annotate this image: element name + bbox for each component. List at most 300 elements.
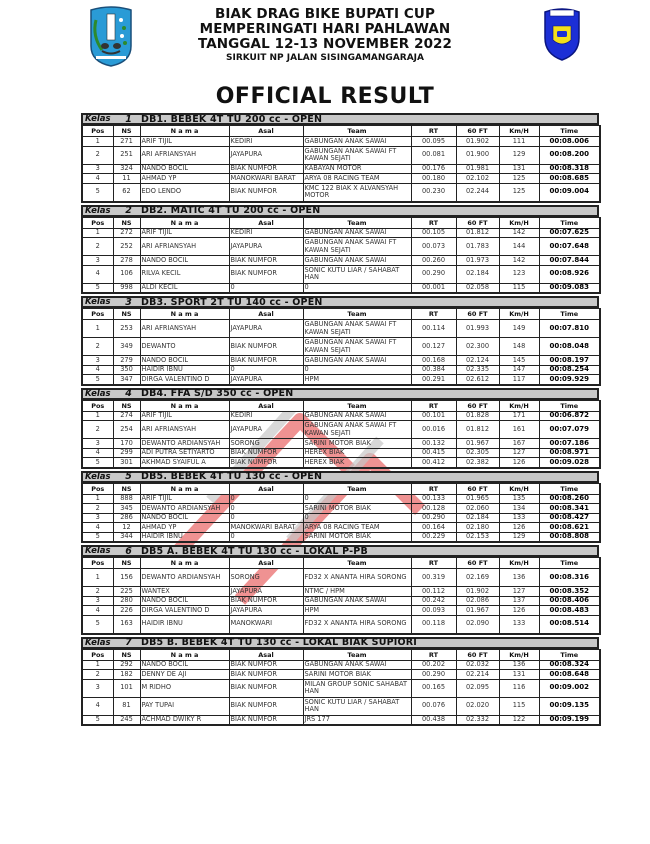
cell-nama: ARI AFRIANSYAH bbox=[140, 320, 229, 338]
cell-rt: 00.081 bbox=[411, 146, 456, 164]
column-header-ns: NS bbox=[113, 126, 140, 137]
cell-pos: 4 bbox=[82, 174, 113, 184]
cell-rt: 00.290 bbox=[411, 513, 456, 523]
class-section-4 bbox=[81, 388, 599, 469]
column-header-ns: NS bbox=[113, 483, 140, 494]
cell-ft: 02.102 bbox=[456, 174, 499, 184]
class-header bbox=[81, 388, 599, 400]
column-header-ft: 60 FT bbox=[456, 217, 499, 228]
cell-ft: 02.095 bbox=[456, 679, 499, 697]
cell-ns: 274 bbox=[113, 411, 140, 421]
table-row bbox=[82, 513, 600, 523]
class-header bbox=[81, 637, 599, 649]
cell-ns: 299 bbox=[113, 448, 140, 458]
cell-nama: HAIDIR IBNU bbox=[140, 532, 229, 542]
cell-rt: 00.101 bbox=[411, 411, 456, 421]
results-table bbox=[81, 649, 601, 727]
results-table bbox=[81, 400, 601, 469]
column-header-ft: 60 FT bbox=[456, 126, 499, 137]
cell-ns: 81 bbox=[113, 697, 140, 715]
cell-time: 00:09.028 bbox=[539, 458, 600, 468]
cell-time: 00:07.810 bbox=[539, 320, 600, 338]
cell-pos: 4 bbox=[82, 448, 113, 458]
cell-team: SONIC KUTU LIAR / SAHABAT HAN bbox=[303, 265, 411, 283]
column-header-pos: Pos bbox=[82, 649, 113, 660]
cell-team: 0 bbox=[303, 365, 411, 375]
table-header-row bbox=[82, 400, 600, 411]
cell-time: 00:07.079 bbox=[539, 421, 600, 439]
cell-team: SONIC KUTU LIAR / SAHABAT HAN bbox=[303, 697, 411, 715]
cell-team: GABUNGAN ANAK SAWAI bbox=[303, 356, 411, 366]
cell-time: 00:08.254 bbox=[539, 365, 600, 375]
table-header-row bbox=[82, 126, 600, 137]
table-header-row bbox=[82, 558, 600, 569]
table-row bbox=[82, 697, 600, 715]
cell-team: SARINI MOTOR BIAK bbox=[303, 504, 411, 514]
cell-team: SARINI MOTOR BIAK bbox=[303, 532, 411, 542]
cell-ft: 01.902 bbox=[456, 587, 499, 597]
cell-kmh: 144 bbox=[499, 238, 539, 256]
cell-kmh: 137 bbox=[499, 596, 539, 606]
cell-asal: BIAK NUMFOR bbox=[229, 660, 303, 670]
column-header-asal: Asal bbox=[229, 126, 303, 137]
cell-pos: 4 bbox=[82, 523, 113, 533]
cell-pos: 3 bbox=[82, 439, 113, 449]
table-header-row bbox=[82, 649, 600, 660]
cell-nama: NANDO BOCIL bbox=[140, 513, 229, 523]
kelas-title: DB5 A. BEBEK 4T TU 130 cc - LOKAL P-PB bbox=[141, 545, 368, 557]
cell-kmh: 171 bbox=[499, 411, 539, 421]
column-header-rt: RT bbox=[411, 309, 456, 320]
cell-ns: 272 bbox=[113, 228, 140, 238]
cell-ns: 251 bbox=[113, 146, 140, 164]
cell-ft: 01.828 bbox=[456, 411, 499, 421]
cell-time: 00:08.316 bbox=[539, 569, 600, 587]
cell-kmh: 145 bbox=[499, 356, 539, 366]
cell-nama: ARIF TIJIL bbox=[140, 494, 229, 504]
kelas-title: DB4. FFA S/D 350 cc - OPEN bbox=[141, 388, 294, 399]
cell-ft: 01.981 bbox=[456, 164, 499, 174]
cell-team: 0 bbox=[303, 283, 411, 293]
cell-ns: 349 bbox=[113, 338, 140, 356]
kelas-number: 2 bbox=[125, 205, 132, 216]
cell-ft: 02.184 bbox=[456, 513, 499, 523]
cell-kmh: 142 bbox=[499, 228, 539, 238]
cell-team: ARYA 08 RACING TEAM bbox=[303, 523, 411, 533]
cell-pos: 1 bbox=[82, 320, 113, 338]
cell-nama: NANDO BOCIL bbox=[140, 164, 229, 174]
table-row bbox=[82, 356, 600, 366]
column-header-asal: Asal bbox=[229, 483, 303, 494]
column-header-rt: RT bbox=[411, 649, 456, 660]
cell-time: 00:06.872 bbox=[539, 411, 600, 421]
column-header-kmh: Km/H bbox=[499, 400, 539, 411]
cell-ns: 156 bbox=[113, 569, 140, 587]
cell-rt: 00.114 bbox=[411, 320, 456, 338]
column-header-pos: Pos bbox=[82, 126, 113, 137]
cell-ns: 252 bbox=[113, 238, 140, 256]
cell-kmh: 126 bbox=[499, 606, 539, 616]
cell-team: SARINI MOTOR BIAK bbox=[303, 670, 411, 680]
column-header-nama: N a m a bbox=[140, 309, 229, 320]
kelas-number: 5 bbox=[125, 471, 132, 482]
cell-time: 00:08.808 bbox=[539, 532, 600, 542]
column-header-nama: N a m a bbox=[140, 558, 229, 569]
cell-nama: DIRGA VALENTINO D bbox=[140, 606, 229, 616]
cell-time: 00:07.648 bbox=[539, 238, 600, 256]
cell-kmh: 127 bbox=[499, 587, 539, 597]
cell-time: 00:08.621 bbox=[539, 523, 600, 533]
table-row bbox=[82, 569, 600, 587]
cell-ns: 245 bbox=[113, 715, 140, 725]
cell-time: 00:08.200 bbox=[539, 146, 600, 164]
cell-pos: 5 bbox=[82, 183, 113, 202]
table-row bbox=[82, 715, 600, 725]
table-row bbox=[82, 532, 600, 542]
column-header-kmh: Km/H bbox=[499, 483, 539, 494]
cell-rt: 00.001 bbox=[411, 283, 456, 293]
cell-nama: DEWANTO ARDIANSYAH bbox=[140, 504, 229, 514]
cell-time: 00:09.929 bbox=[539, 375, 600, 385]
cell-nama: AHMAD YP bbox=[140, 523, 229, 533]
column-header-time: Time bbox=[539, 649, 600, 660]
cell-rt: 00.291 bbox=[411, 375, 456, 385]
cell-time: 00:08.006 bbox=[539, 137, 600, 147]
cell-team: HPM bbox=[303, 375, 411, 385]
cell-rt: 00.290 bbox=[411, 265, 456, 283]
cell-team: FD32 X ANANTA HIRA SORONG bbox=[303, 569, 411, 587]
cell-rt: 00.132 bbox=[411, 439, 456, 449]
results-table bbox=[81, 308, 601, 386]
cell-ns: 254 bbox=[113, 421, 140, 439]
cell-ns: 292 bbox=[113, 660, 140, 670]
cell-kmh: 122 bbox=[499, 715, 539, 725]
cell-rt: 00.165 bbox=[411, 679, 456, 697]
cell-time: 00:08.324 bbox=[539, 660, 600, 670]
table-row bbox=[82, 660, 600, 670]
cell-asal: BIAK NUMFOR bbox=[229, 164, 303, 174]
column-header-ft: 60 FT bbox=[456, 400, 499, 411]
column-header-kmh: Km/H bbox=[499, 126, 539, 137]
cell-nama: ARIF TIJIL bbox=[140, 137, 229, 147]
column-header-rt: RT bbox=[411, 400, 456, 411]
cell-pos: 2 bbox=[82, 238, 113, 256]
cell-team: GABUNGAN ANAK SAWAI FT KAWAN SEJATI bbox=[303, 320, 411, 338]
kelas-label: Kelas bbox=[85, 114, 111, 124]
table-row bbox=[82, 183, 600, 202]
cell-ns: 324 bbox=[113, 164, 140, 174]
kelas-label: Kelas bbox=[85, 546, 111, 556]
column-header-team: Team bbox=[303, 309, 411, 320]
cell-rt: 00.133 bbox=[411, 494, 456, 504]
kelas-label: Kelas bbox=[85, 637, 111, 648]
cell-nama: DEWANTO ARDIANSYAH bbox=[140, 569, 229, 587]
column-header-time: Time bbox=[539, 217, 600, 228]
results-table bbox=[81, 125, 601, 203]
cell-ns: 888 bbox=[113, 494, 140, 504]
cell-asal: 0 bbox=[229, 365, 303, 375]
cell-pos: 2 bbox=[82, 504, 113, 514]
cell-ft: 02.020 bbox=[456, 697, 499, 715]
cell-ns: 163 bbox=[113, 615, 140, 634]
cell-kmh: 115 bbox=[499, 697, 539, 715]
cell-ns: 170 bbox=[113, 439, 140, 449]
cell-time: 00:08.406 bbox=[539, 596, 600, 606]
kelas-number: 4 bbox=[125, 388, 132, 399]
table-header-row bbox=[82, 217, 600, 228]
cell-pos: 4 bbox=[82, 606, 113, 616]
cell-ft: 01.967 bbox=[456, 606, 499, 616]
cell-team: GABUNGAN ANAK SAWAI bbox=[303, 411, 411, 421]
cell-ft: 01.783 bbox=[456, 238, 499, 256]
kelas-label: Kelas bbox=[85, 297, 111, 307]
kelas-number: 6 bbox=[125, 545, 132, 557]
column-header-nama: N a m a bbox=[140, 126, 229, 137]
cell-nama: NANDO BOCIL bbox=[140, 596, 229, 606]
cell-time: 00:08.483 bbox=[539, 606, 600, 616]
cell-ft: 01.993 bbox=[456, 320, 499, 338]
cell-team: GABUNGAN ANAK SAWAI bbox=[303, 228, 411, 238]
cell-ns: 998 bbox=[113, 283, 140, 293]
cell-nama: ARI AFRIANSYAH bbox=[140, 146, 229, 164]
cell-kmh: 125 bbox=[499, 174, 539, 184]
column-header-team: Team bbox=[303, 483, 411, 494]
cell-time: 00:08.971 bbox=[539, 448, 600, 458]
cell-ft: 02.214 bbox=[456, 670, 499, 680]
cell-kmh: 125 bbox=[499, 183, 539, 202]
table-row bbox=[82, 238, 600, 256]
cell-nama: ARIF TIJIL bbox=[140, 228, 229, 238]
column-header-pos: Pos bbox=[82, 309, 113, 320]
cell-team: GABUNGAN ANAK SAWAI FT KAWAN SEJATI bbox=[303, 238, 411, 256]
cell-time: 00:08.514 bbox=[539, 615, 600, 634]
cell-asal: BIAK NUMFOR bbox=[229, 697, 303, 715]
cell-nama: ADI PUTRA SETIYARTO bbox=[140, 448, 229, 458]
cell-asal: BIAK NUMFOR bbox=[229, 670, 303, 680]
cell-nama: DEWANTO ARDIANSYAH bbox=[140, 439, 229, 449]
cell-kmh: 111 bbox=[499, 137, 539, 147]
cell-asal: BIAK NUMFOR bbox=[229, 256, 303, 266]
cell-rt: 00.180 bbox=[411, 174, 456, 184]
cell-pos: 5 bbox=[82, 715, 113, 725]
cell-rt: 00.016 bbox=[411, 421, 456, 439]
cell-kmh: 116 bbox=[499, 679, 539, 697]
cell-rt: 00.112 bbox=[411, 587, 456, 597]
cell-pos: 3 bbox=[82, 513, 113, 523]
cell-time: 00:07.625 bbox=[539, 228, 600, 238]
cell-nama: HAIDIR IBNU bbox=[140, 615, 229, 634]
cell-rt: 00.202 bbox=[411, 660, 456, 670]
cell-ft: 02.300 bbox=[456, 338, 499, 356]
cell-asal: SORONG bbox=[229, 569, 303, 587]
kelas-title: DB5. BEBEK 4T TU 130 cc - OPEN bbox=[141, 471, 323, 482]
cell-ft: 01.965 bbox=[456, 494, 499, 504]
cell-pos: 1 bbox=[82, 660, 113, 670]
column-header-asal: Asal bbox=[229, 400, 303, 411]
cell-rt: 00.415 bbox=[411, 448, 456, 458]
cell-nama: NANDO BOCIL bbox=[140, 256, 229, 266]
cell-asal: 0 bbox=[229, 513, 303, 523]
cell-ns: 225 bbox=[113, 587, 140, 597]
cell-time: 00:08.341 bbox=[539, 504, 600, 514]
cell-time: 00:08.685 bbox=[539, 174, 600, 184]
column-header-kmh: Km/H bbox=[499, 309, 539, 320]
cell-pos: 4 bbox=[82, 697, 113, 715]
column-header-ns: NS bbox=[113, 400, 140, 411]
cell-team: GABUNGAN ANAK SAWAI FT KAWAN SEJATI bbox=[303, 146, 411, 164]
cell-ns: 226 bbox=[113, 606, 140, 616]
class-section-1 bbox=[81, 113, 599, 203]
table-row bbox=[82, 375, 600, 385]
column-header-ns: NS bbox=[113, 649, 140, 660]
cell-ft: 02.153 bbox=[456, 532, 499, 542]
cell-pos: 1 bbox=[82, 228, 113, 238]
table-row bbox=[82, 523, 600, 533]
cell-ns: 62 bbox=[113, 183, 140, 202]
cell-nama: EDO LENDO bbox=[140, 183, 229, 202]
cell-team: GABUNGAN ANAK SAWAI bbox=[303, 660, 411, 670]
cell-nama: DIRGA VALENTINO D bbox=[140, 375, 229, 385]
class-section-7 bbox=[81, 637, 599, 727]
cell-rt: 00.076 bbox=[411, 697, 456, 715]
cell-rt: 00.438 bbox=[411, 715, 456, 725]
cell-rt: 00.164 bbox=[411, 523, 456, 533]
cell-team: GABUNGAN ANAK SAWAI FT KAWAN SEJATI bbox=[303, 338, 411, 356]
column-header-asal: Asal bbox=[229, 217, 303, 228]
table-row bbox=[82, 439, 600, 449]
cell-asal: BIAK NUMFOR bbox=[229, 265, 303, 283]
cell-asal: JAYAPURA bbox=[229, 421, 303, 439]
cell-rt: 00.105 bbox=[411, 228, 456, 238]
table-row bbox=[82, 228, 600, 238]
cell-ft: 02.335 bbox=[456, 365, 499, 375]
cell-asal: JAYAPURA bbox=[229, 146, 303, 164]
cell-time: 00:07.844 bbox=[539, 256, 600, 266]
results-table bbox=[81, 557, 601, 635]
cell-pos: 1 bbox=[82, 494, 113, 504]
cell-kmh: 136 bbox=[499, 569, 539, 587]
cell-nama: ALDI KECIL bbox=[140, 283, 229, 293]
cell-nama: ARI AFRIANSYAH bbox=[140, 421, 229, 439]
cell-ns: 253 bbox=[113, 320, 140, 338]
table-row bbox=[82, 596, 600, 606]
column-header-team: Team bbox=[303, 558, 411, 569]
table-row bbox=[82, 256, 600, 266]
cell-team: SARINI MOTOR BIAK bbox=[303, 439, 411, 449]
cell-nama: HAIDIR IBNU bbox=[140, 365, 229, 375]
column-header-asal: Asal bbox=[229, 309, 303, 320]
cell-asal: SORONG bbox=[229, 439, 303, 449]
cell-nama: M RIDHO bbox=[140, 679, 229, 697]
cell-rt: 00.118 bbox=[411, 615, 456, 634]
cell-time: 00:07.186 bbox=[539, 439, 600, 449]
column-header-time: Time bbox=[539, 483, 600, 494]
results-table bbox=[81, 217, 601, 295]
column-header-nama: N a m a bbox=[140, 400, 229, 411]
cell-time: 00:08.197 bbox=[539, 356, 600, 366]
cell-rt: 00.095 bbox=[411, 137, 456, 147]
table-row bbox=[82, 679, 600, 697]
cell-asal: BIAK NUMFOR bbox=[229, 338, 303, 356]
cell-pos: 2 bbox=[82, 587, 113, 597]
cell-pos: 3 bbox=[82, 256, 113, 266]
cell-asal: MANOKWARI BARAT bbox=[229, 174, 303, 184]
class-section-3 bbox=[81, 296, 599, 386]
column-header-time: Time bbox=[539, 400, 600, 411]
cell-ft: 01.973 bbox=[456, 256, 499, 266]
cell-team: KABAYAN MOTOR bbox=[303, 164, 411, 174]
kelas-title: DB5 B. BEBEK 4T TU 130 cc - LOKAL BIAK SUPIORI bbox=[141, 637, 418, 648]
cell-nama: ARI AFRIANSYAH bbox=[140, 238, 229, 256]
cell-rt: 00.127 bbox=[411, 338, 456, 356]
cell-nama: RILVA KECIL bbox=[140, 265, 229, 283]
cell-pos: 5 bbox=[82, 532, 113, 542]
cell-kmh: 126 bbox=[499, 458, 539, 468]
column-header-rt: RT bbox=[411, 483, 456, 494]
class-header bbox=[81, 471, 599, 483]
class-section-6 bbox=[81, 545, 599, 635]
cell-kmh: 135 bbox=[499, 494, 539, 504]
cell-kmh: 126 bbox=[499, 523, 539, 533]
table-row bbox=[82, 365, 600, 375]
cell-time: 00:08.352 bbox=[539, 587, 600, 597]
table-row bbox=[82, 137, 600, 147]
cell-pos: 5 bbox=[82, 615, 113, 634]
cell-rt: 00.073 bbox=[411, 238, 456, 256]
cell-kmh: 127 bbox=[499, 448, 539, 458]
cell-team: GABUNGAN ANAK SAWAI bbox=[303, 596, 411, 606]
cell-time: 00:09.199 bbox=[539, 715, 600, 725]
cell-ft: 02.086 bbox=[456, 596, 499, 606]
cell-time: 00:08.048 bbox=[539, 338, 600, 356]
cell-ns: 286 bbox=[113, 513, 140, 523]
cell-rt: 00.128 bbox=[411, 504, 456, 514]
table-row bbox=[82, 670, 600, 680]
cell-ns: 347 bbox=[113, 375, 140, 385]
table-row bbox=[82, 146, 600, 164]
cell-kmh: 133 bbox=[499, 513, 539, 523]
kelas-label: Kelas bbox=[85, 205, 111, 216]
biak-emblem-icon bbox=[88, 6, 134, 68]
cell-rt: 00.242 bbox=[411, 596, 456, 606]
cell-rt: 00.384 bbox=[411, 365, 456, 375]
kelas-title: DB2. MATIC 4T TU 200 cc - OPEN bbox=[141, 205, 321, 216]
kelas-title: DB1. BEBEK 4T TU 200 cc - OPEN bbox=[141, 113, 323, 125]
kelas-number: 3 bbox=[125, 296, 132, 308]
cell-team: GABUNGAN ANAK SAWAI bbox=[303, 256, 411, 266]
cell-team: 0 bbox=[303, 513, 411, 523]
cell-team: 0 bbox=[303, 494, 411, 504]
cell-nama: AKHMAD SYAIFUL A bbox=[140, 458, 229, 468]
table-header-row bbox=[82, 309, 600, 320]
cell-pos: 2 bbox=[82, 146, 113, 164]
kelas-number: 7 bbox=[125, 637, 132, 648]
cell-kmh: 123 bbox=[499, 265, 539, 283]
column-header-rt: RT bbox=[411, 126, 456, 137]
cell-pos: 4 bbox=[82, 265, 113, 283]
cell-asal: BIAK NUMFOR bbox=[229, 183, 303, 202]
cell-ns: 271 bbox=[113, 137, 140, 147]
table-row bbox=[82, 504, 600, 514]
cell-asal: JAYAPURA bbox=[229, 587, 303, 597]
cell-asal: 0 bbox=[229, 494, 303, 504]
cell-asal: KEDIRI bbox=[229, 228, 303, 238]
cell-rt: 00.230 bbox=[411, 183, 456, 202]
cell-nama: ACHMAD DWIKY R bbox=[140, 715, 229, 725]
cell-pos: 2 bbox=[82, 421, 113, 439]
cell-rt: 00.093 bbox=[411, 606, 456, 616]
cell-ft: 01.902 bbox=[456, 137, 499, 147]
